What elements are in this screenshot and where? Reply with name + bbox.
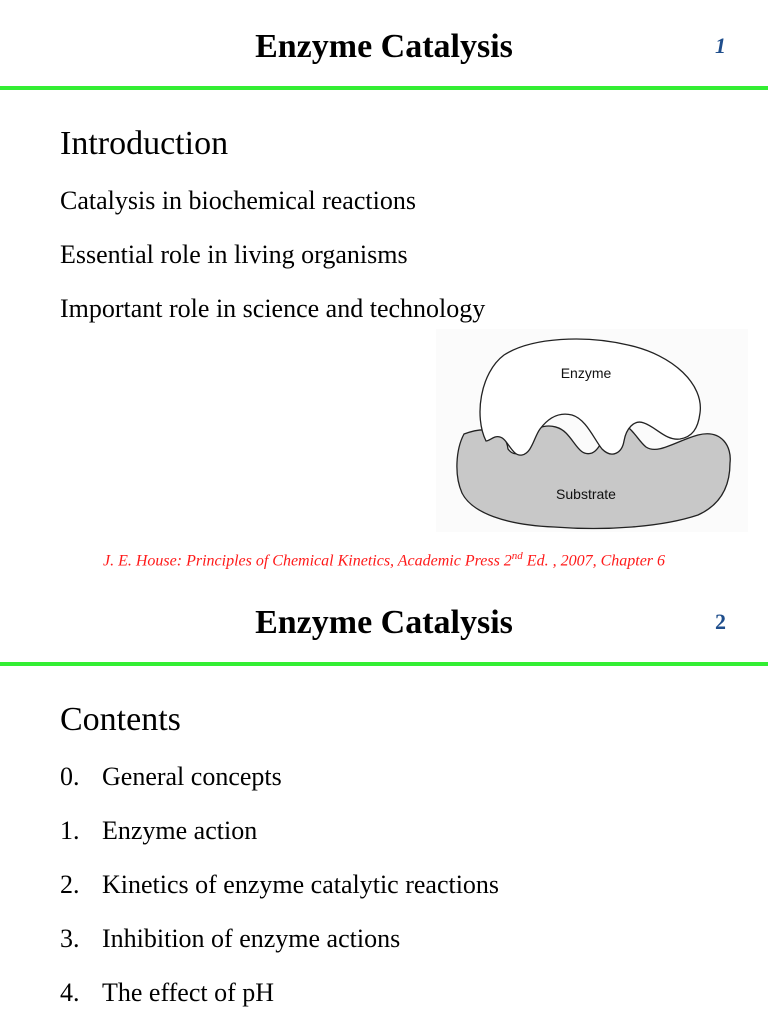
slide-title: Enzyme Catalysis <box>255 604 513 641</box>
list-item-number: 0. <box>60 762 80 791</box>
list-item-number: 1. <box>60 816 80 845</box>
list-item: Catalysis in biochemical reactions <box>60 186 416 215</box>
list-item: Essential role in living organisms <box>60 240 408 269</box>
list-item: Important role in science and technology <box>60 294 486 323</box>
citation-text: J. E. House: Principles of Chemical Kinetics, Academic Press 2 <box>102 552 512 570</box>
title-divider <box>0 86 768 90</box>
title-divider <box>0 662 768 666</box>
list-item <box>60 762 499 816</box>
list-item <box>60 924 499 978</box>
list-item <box>60 816 499 870</box>
slide-number: 1 <box>715 33 726 58</box>
enzyme-substrate-diagram <box>436 329 748 532</box>
section-heading: Contents <box>60 701 181 738</box>
substrate-shape <box>457 424 730 528</box>
list-item-text: General concepts <box>102 762 282 791</box>
list-item-number: 4. <box>60 978 80 1007</box>
slide-title: Enzyme Catalysis <box>255 28 513 65</box>
citation-superscript: nd <box>511 550 523 562</box>
list-item-number: 3. <box>60 924 80 953</box>
enzyme-shape <box>480 339 700 455</box>
contents-list <box>60 762 499 1032</box>
section-heading: Introduction <box>60 125 229 162</box>
list-item-number: 2. <box>60 870 80 899</box>
slide-2 <box>0 576 768 1024</box>
citation <box>0 545 768 572</box>
list-item-text: Enzyme action <box>102 816 258 845</box>
substrate-label: Substrate <box>556 486 616 502</box>
intro-list <box>60 186 485 348</box>
list-item-text: Inhibition of enzyme actions <box>102 924 401 953</box>
list-item <box>60 870 499 924</box>
list-item-text: Kinetics of enzyme catalytic reactions <box>102 870 500 899</box>
list-item-text: The effect of pH <box>102 978 275 1007</box>
slide-number: 2 <box>715 609 726 634</box>
enzyme-label: Enzyme <box>560 365 612 381</box>
citation-text-end: Ed. , 2007, Chapter 6 <box>522 552 666 570</box>
